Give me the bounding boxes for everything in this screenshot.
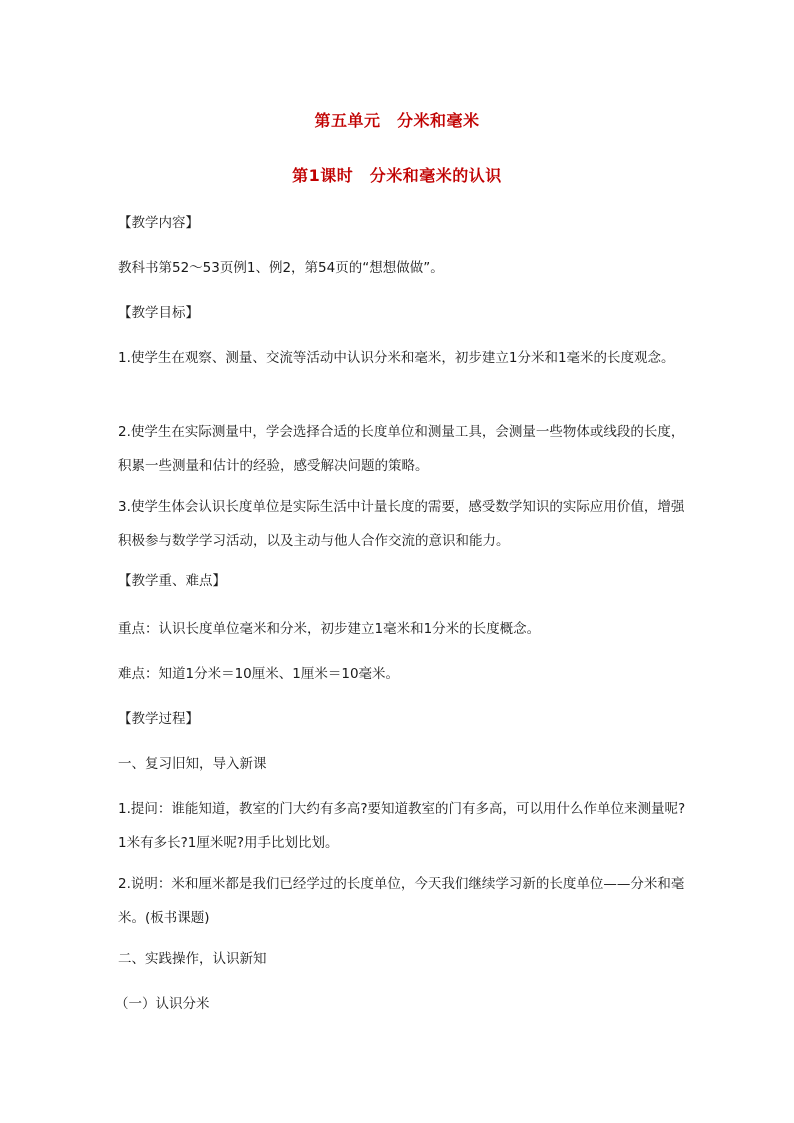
unit-title: 第五单元 分米和毫米 bbox=[314, 111, 480, 130]
goal-item-1: 1.使学生在观察、测量、交流等活动中认识分米和毫米，初步建立1分米和1毫米的长度观念。 bbox=[118, 350, 675, 366]
difficulty-point: 难点：知道1分米＝10厘米、1厘米＝10毫米。 bbox=[118, 666, 400, 682]
process-step-1-item-1: 1.提问：谁能知道，教室的门大约有多高?要知道教室的门有多高，可以用什么作单位来测量呢?1米有多长?1厘米呢?用手比划比划。 bbox=[118, 801, 686, 851]
process-step-2: 二、实践操作，认识新知 bbox=[118, 951, 267, 967]
key-point: 重点：认识长度单位毫米和分米，初步建立1毫米和1分米的长度概念。 bbox=[118, 621, 541, 637]
goal-item-3: 3.使学生体会认识长度单位是实际生活中计量长度的需要，感受数学知识的实际应用价值，增强积极参与数学学习活动，以及主动与他人合作交流的意识和能力。 bbox=[118, 499, 685, 549]
lesson-title: 第1课时 分米和毫米的认识 bbox=[292, 166, 502, 185]
process-step-1-item-2: 2.说明：米和厘米都是我们已经学过的长度单位，今天我们继续学习新的长度单位——分米和毫米。(板书课题) bbox=[118, 876, 685, 926]
section-heading-key-points: 【教学重、难点】 bbox=[118, 573, 226, 589]
process-step-1: 一、复习旧知，导入新课 bbox=[118, 756, 267, 772]
section-heading-content: 【教学内容】 bbox=[118, 215, 199, 231]
goal-item-2: 2.使学生在实际测量中，学会选择合适的长度单位和测量工具，会测量一些物体或线段的长度，积累一些测量和估计的经验，感受解决问题的策略。 bbox=[118, 424, 685, 474]
process-step-2-sub-1: （一）认识分米 bbox=[115, 996, 210, 1012]
content-text: 教科书第52～53页例1、例2，第54页的“想想做做”。 bbox=[118, 260, 444, 276]
section-heading-process: 【教学过程】 bbox=[118, 711, 199, 727]
section-heading-goals: 【教学目标】 bbox=[118, 305, 199, 321]
